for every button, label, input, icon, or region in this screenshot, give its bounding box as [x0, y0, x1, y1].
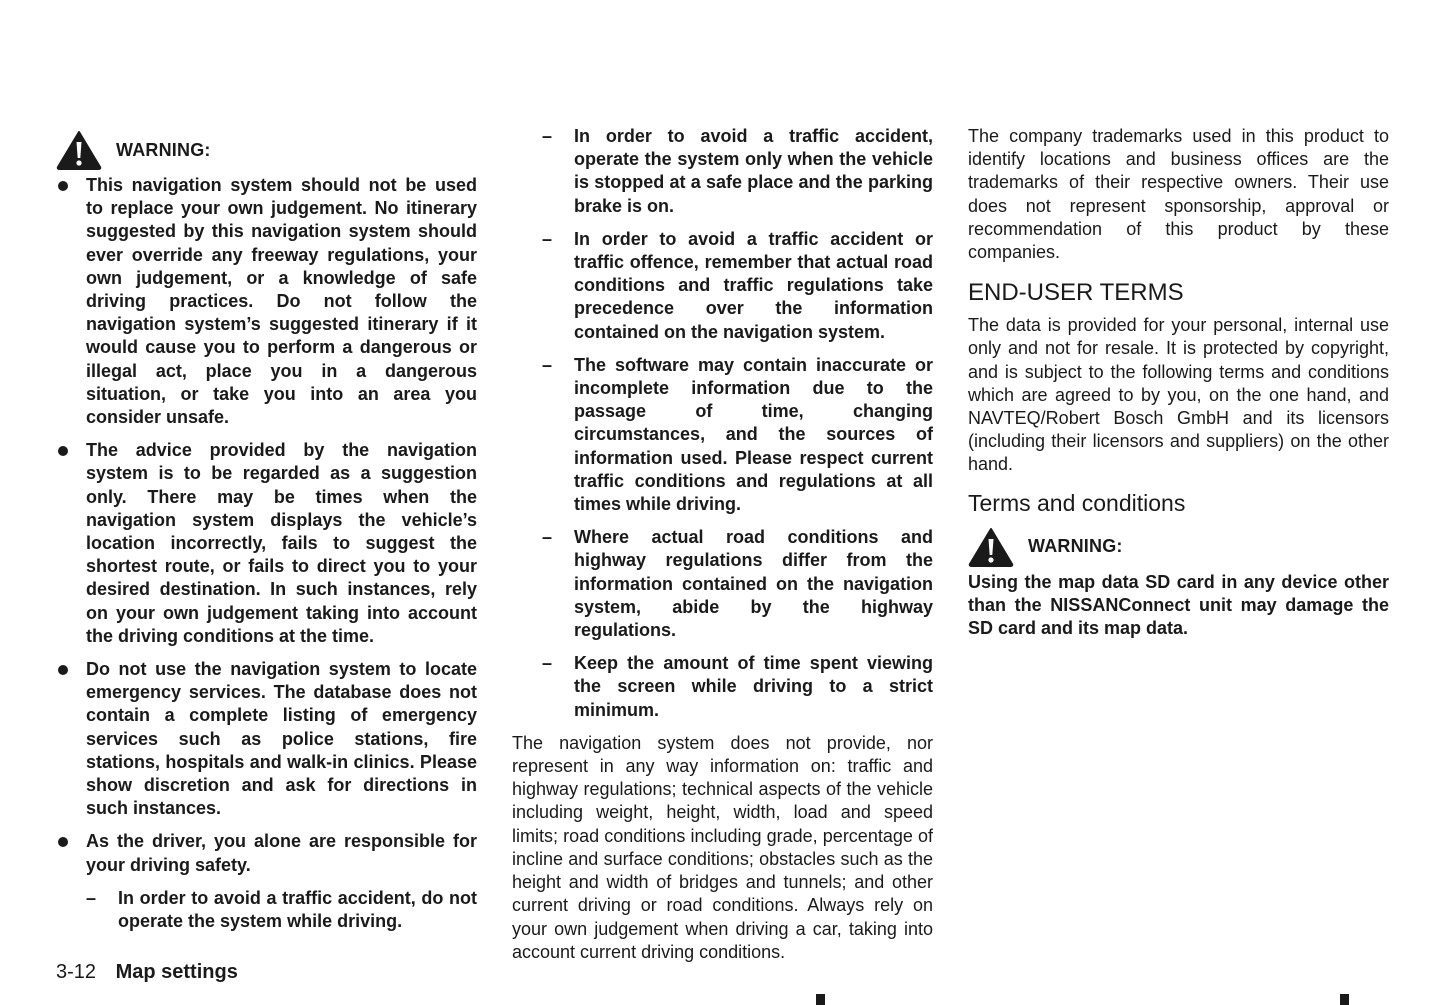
terms-paragraph: The data is provided for your personal, internal use only and not for resale. It is protected by copyright, and is subject to the following terms and conditions which are agreed to by you, on the one hand, and NAVTEQ/Robert Bosch GmbH and its licensors (including their licensors and suppliers) on the other hand. [968, 315, 1389, 475]
warning-label: WARNING: [1028, 536, 1123, 557]
warning-dash-item [512, 125, 933, 218]
dash-text: Where actual road conditions and highway regulations differ from the information contained on the navigation system, abide by the highway regulations. [574, 527, 933, 641]
dash-marker: – [542, 126, 553, 146]
warning-label: WARNING: [116, 139, 211, 160]
warning-bullet [56, 830, 477, 876]
dash-marker: – [542, 527, 553, 548]
warning-bullet [56, 658, 477, 820]
footer-section-name: Map settings [115, 961, 238, 983]
dash-text: In order to avoid a traffic accident or traffic offence, remember that actual road conditions and traffic regulations take precedence over the information contained on the navigation system. [574, 228, 933, 342]
dash-marker: – [542, 228, 553, 249]
dash-text: Keep the amount of time spent viewing the screen while driving to a strict minimum. [574, 653, 933, 720]
bullet-text: This navigation system should not be used to replace your own judgement. No itinerary suggested by this navigation system should ever override any freeway regulations, your own judgement, or a knowledge of safe driving practices. Do not follow the navigation system’s suggested itinerary if it would cause you to perform a dangerous or illegal act, place you in a dangerous situation, or take you into an area you consider unsafe. [86, 175, 477, 428]
warning-header [56, 128, 477, 172]
subsection-title: Terms and conditions [968, 489, 1186, 516]
warning-bullet [56, 439, 477, 648]
dash-text: The software may contain inaccurate or incomplete information due to the passage of time, changing circumstances, and the sources of information used. Please respect current traffic conditions and regulations at all times while driving. [574, 354, 933, 515]
column-right [968, 125, 1389, 640]
crop-mark [816, 994, 825, 1005]
crop-mark [1340, 994, 1349, 1005]
warning-triangle-icon [56, 130, 102, 170]
dash-text: In order to avoid a traffic accident, operate the system only when the vehicle is stopped at a safe place and the parking brake is on. [574, 126, 933, 216]
bullet-dot-icon [58, 665, 68, 675]
section-title: END-USER TERMS [968, 279, 1184, 307]
bullet-dot-icon [58, 446, 68, 456]
warning-dash-item [512, 652, 933, 722]
bullet-text: The advice provided by the navigation system is to be regarded as a suggestion only. There may be times when the navigation system displays the vehicle’s location incorrectly, fails to suggest the shortest route, or fails to direct you to your desired destination. In such instances, rely on your own judgement taking into account the driving conditions at the time. [86, 440, 477, 646]
page-number: 3-12 [56, 961, 97, 983]
dash-marker: – [542, 354, 553, 375]
warning-dash-item [512, 354, 933, 516]
dash-marker: – [542, 653, 553, 674]
page-footer [56, 961, 238, 984]
warning-text: Using the map data SD card in any device other than the NISSANConnect unit may damage the SD card and its map data. [968, 571, 1389, 639]
warning-triangle-icon [968, 527, 1014, 567]
warning-header [968, 525, 1389, 569]
bullet-dot-icon [58, 181, 68, 191]
column-left [56, 128, 477, 943]
disclaimer-paragraph: The navigation system does not provide, nor represent in any way information on: traffic and highway regulations; technical aspects of the vehicle including weight, height, width, load and speed limits; road conditions including grade, percentage of incline and surface conditions; obstacles such as the height and width of bridges and tunnels; and other current driving or road conditions. Always rely on your own judgement when driving a car, taking into account current driving conditions. [512, 732, 933, 962]
bullet-text: As the driver, you alone are responsible for your driving safety. [86, 831, 477, 875]
column-middle [512, 125, 933, 964]
dash-text: In order to avoid a traffic accident, do not operate the system while driving. [118, 887, 477, 932]
warning-dash-item [512, 228, 933, 344]
warning-dash-item [56, 887, 477, 933]
warning-dash-item [512, 526, 933, 642]
bullet-text: Do not use the navigation system to locate emergency services. The database does not contain a complete listing of emergency services such as police stations, fire stations, hospitals and walk-in clinics. Please show discretion and ask for directions in such instances. [86, 659, 477, 819]
warning-bullet [56, 174, 477, 429]
dash-marker: – [86, 887, 97, 908]
bullet-dot-icon [58, 837, 68, 847]
trademark-paragraph: The company trademarks used in this product to identify locations and business offices are the trademarks of their respective owners. Their use does not represent sponsorship, approval or recommendation of this product by these companies. [968, 126, 1389, 263]
